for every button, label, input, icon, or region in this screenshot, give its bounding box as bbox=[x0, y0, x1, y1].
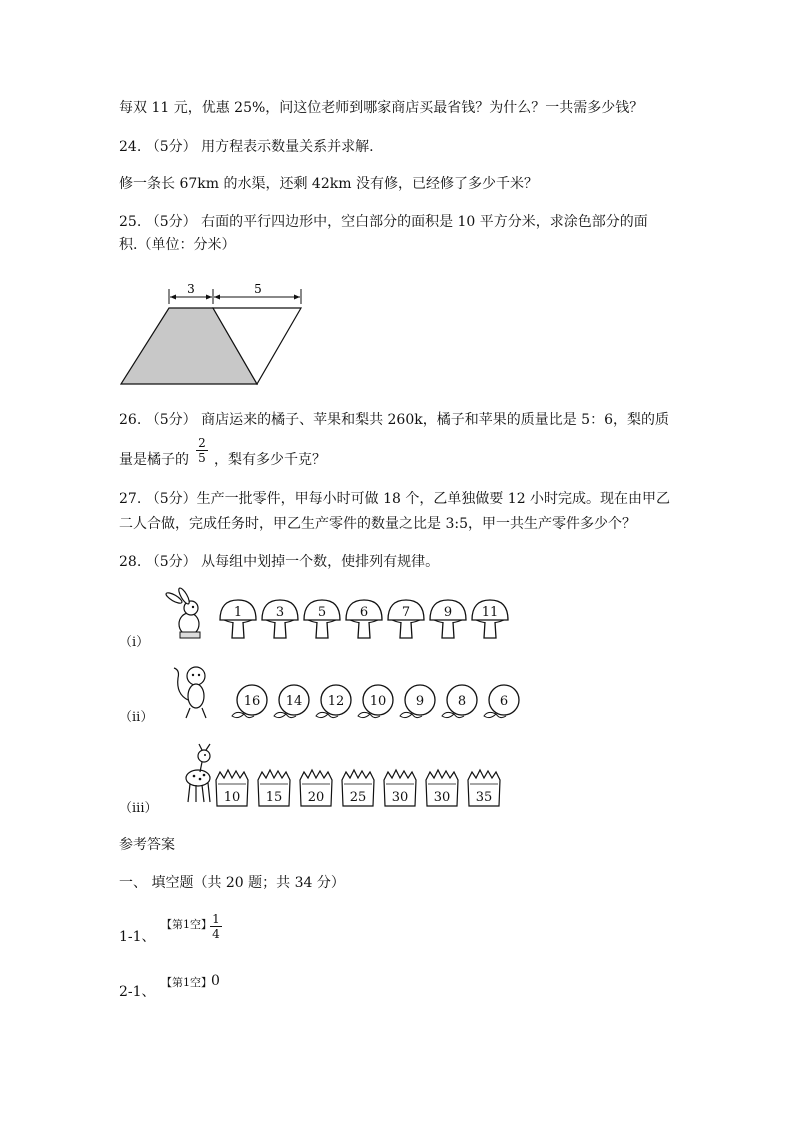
peach-item[interactable] bbox=[482, 682, 522, 726]
row-number: 16 bbox=[243, 694, 261, 709]
q25-text: 积.（单位：分米） bbox=[119, 237, 236, 253]
answer-1-numerator: 1 bbox=[212, 912, 220, 926]
row-number: 3 bbox=[275, 605, 285, 620]
row-number: 30 bbox=[391, 790, 409, 805]
mushroom-item[interactable] bbox=[470, 596, 510, 644]
q27-heading: 27. （5分）生产一批零件，甲每小时可做 18 个，乙单独做要 12 小时完成。现在由甲乙 bbox=[119, 491, 671, 507]
mushroom-item[interactable] bbox=[260, 596, 300, 644]
row-label-iii: （iii） bbox=[119, 801, 158, 816]
row-number: 35 bbox=[475, 790, 493, 805]
q28-heading: 28. （5分） 从每组中划掉一个数，使排列有规律。 bbox=[119, 554, 440, 570]
q26-heading: 26. （5分） 商店运来的橘子、苹果和梨共 260k，橘子和苹果的质量比是 5：6，梨的质 bbox=[119, 412, 669, 428]
fraction-denominator: 5 bbox=[198, 451, 206, 465]
q24-text: 修一条长 67km 的水渠，还剩 42km 没有修，已经修了多少千米？ bbox=[119, 176, 538, 192]
row-number: 9 bbox=[443, 605, 453, 620]
fraction-2-5 bbox=[196, 437, 208, 464]
row-number: 30 bbox=[433, 790, 451, 805]
answer-2-number: 2-1、 bbox=[119, 984, 156, 1000]
row-number: 6 bbox=[359, 605, 369, 620]
answers-title: 参考答案 bbox=[119, 837, 175, 853]
row-label-ii: （ii） bbox=[119, 710, 154, 725]
peach-item[interactable] bbox=[230, 682, 270, 726]
row-number: 9 bbox=[415, 694, 425, 709]
label-3: 3 bbox=[187, 282, 195, 296]
grass-item[interactable] bbox=[380, 770, 420, 810]
peach-item[interactable] bbox=[398, 682, 438, 726]
grass-item[interactable] bbox=[212, 770, 252, 810]
answer-2-tag: 【第1空】 bbox=[161, 976, 212, 989]
answer-2-value: 0 bbox=[211, 973, 220, 989]
answer-1-denominator: 4 bbox=[212, 927, 220, 941]
peach-item[interactable] bbox=[272, 682, 312, 726]
row-number: 7 bbox=[401, 605, 411, 620]
row-number: 10 bbox=[223, 790, 241, 805]
grass-item[interactable] bbox=[254, 770, 294, 810]
mushroom-item[interactable] bbox=[428, 596, 468, 644]
grass-item[interactable] bbox=[464, 770, 504, 810]
row-number: 15 bbox=[265, 790, 283, 805]
peach-item[interactable] bbox=[314, 682, 354, 726]
answer-1-number: 1-1、 bbox=[119, 929, 156, 945]
label-5: 5 bbox=[254, 282, 262, 296]
line-prev-question: 每双 11 元，优惠 25%，问这位老师到哪家商店买最省钱？为什么？一共需多少钱？ bbox=[119, 100, 644, 116]
parallelogram-figure bbox=[115, 280, 315, 390]
mushroom-item[interactable] bbox=[218, 596, 258, 644]
mushroom-item[interactable] bbox=[302, 596, 342, 644]
answer-1-fraction bbox=[210, 913, 222, 940]
grass-item[interactable] bbox=[296, 770, 336, 810]
peach-item[interactable] bbox=[440, 682, 480, 726]
row-number: 14 bbox=[285, 694, 303, 709]
row-number: 5 bbox=[317, 605, 327, 620]
mushroom-item[interactable] bbox=[344, 596, 384, 644]
grass-item[interactable] bbox=[422, 770, 462, 810]
q24-heading: 24. （5分） 用方程表示数量关系并求解. bbox=[119, 139, 374, 155]
q25-heading: 25. （5分） 右面的平行四边形中，空白部分的面积是 10 平方分米，求涂色部分的面 bbox=[119, 214, 648, 230]
grass-item[interactable] bbox=[338, 770, 378, 810]
row-number: 6 bbox=[499, 694, 509, 709]
fraction-numerator: 2 bbox=[198, 436, 206, 450]
answer-1-tag: 【第1空】 bbox=[161, 918, 212, 931]
row-number: 10 bbox=[369, 694, 387, 709]
monkey-icon bbox=[170, 664, 216, 720]
section-1-heading: 一、 填空题（共 20 题；共 34 分） bbox=[119, 875, 345, 891]
row-number: 8 bbox=[457, 694, 467, 709]
q26-text-pre: 量是橘子的 bbox=[119, 452, 189, 468]
row-number: 11 bbox=[481, 605, 499, 620]
row-label-i: （i） bbox=[119, 635, 150, 650]
row-number: 12 bbox=[327, 694, 345, 709]
q26-text-post: ，梨有多少千克？ bbox=[214, 452, 326, 468]
row-number: 1 bbox=[233, 605, 243, 620]
q27-text: 二人合做，完成任务时，甲乙生产零件的数量之比是 3:5，甲一共生产零件多少个？ bbox=[119, 516, 636, 532]
mushroom-item[interactable] bbox=[386, 596, 426, 644]
row-number: 20 bbox=[307, 790, 325, 805]
row-number: 25 bbox=[349, 790, 367, 805]
rabbit-icon bbox=[164, 590, 214, 640]
peach-item[interactable] bbox=[356, 682, 396, 726]
